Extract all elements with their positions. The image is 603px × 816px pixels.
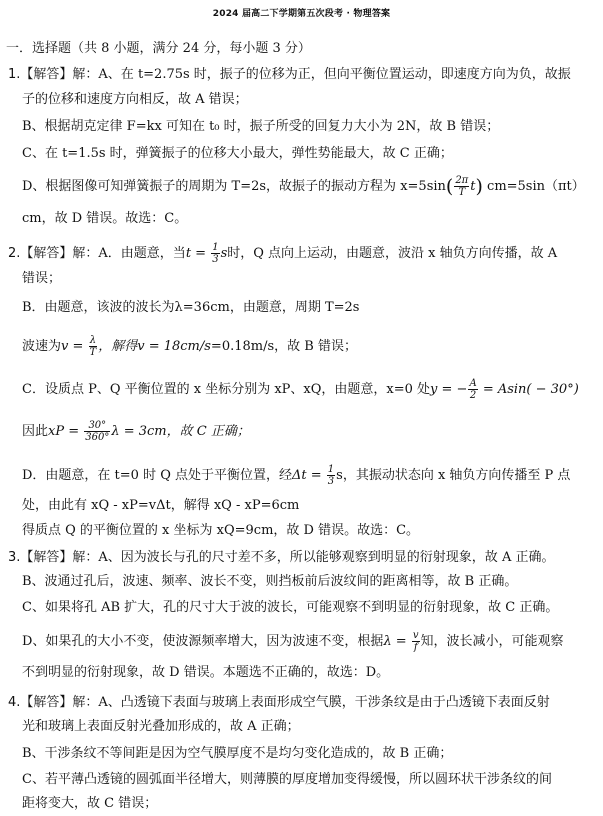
q3-option-b: B、波通过孔后，波速、频率、波长不变，则挡板前后波纹间的距离相等，故 B 正确。: [22, 574, 518, 589]
section-heading: 一．选择题（共 8 小题，满分 24 分，每小题 3 分）: [6, 41, 311, 56]
q4-option-a-cont: 光和玻璃上表面反射光叠加形成的，故 A 正确；: [22, 719, 300, 734]
q4-option-b: B、干涉条纹不等间距是因为空气膜厚度不是均匀变化造成的，故 B 正确；: [22, 746, 453, 761]
fraction-one-third-d: $\frac{1}{3}$: [327, 464, 335, 487]
q2-option-d: D．由题意，在 t=0 时 Q 点处于平衡位置，经Δt = $\frac{1}{3}$ s，其振动状态向 x 轴负方向传播至 P 点: [22, 464, 571, 487]
q1-option-d-end: cm=5sin（πt）: [482, 179, 585, 194]
q3-answer-tag: 【解答】: [20, 550, 73, 565]
q1-option-d-cont: cm，故 D 错误。故选：C。: [22, 211, 188, 226]
q4-option-c-cont: 距将变大，故 C 错误；: [22, 796, 158, 811]
fraction-2pi-over-t: $\frac{2\pi}{T}$: [455, 175, 469, 198]
page-title: 2024 届高二下学期第五次段考 · 物理答案: [212, 9, 391, 19]
q1-line-1: [8, 66, 595, 84]
q2-number: 2.: [8, 246, 21, 261]
q1-number: 1.: [8, 67, 21, 82]
q2-wave-speed: 波速为v = $\frac{\lambda}{T}$ ，解得v = 18cm/s=0.18m/s，故 B 错误；: [22, 335, 357, 358]
fraction-a-over-2: $\frac{A}{2}$: [469, 378, 477, 401]
q1-option-a-cont: 子的位移和速度方向相反，故 A 错误；: [22, 92, 248, 107]
fraction-one-third: $\frac{1}{3}$: [212, 242, 219, 265]
q2-option-c: C．设质点 P、Q 平衡位置的 x 坐标分别为 xP、xQ，由题意，x=0 处y = − $\frac{A}{2}$ = Asin( − 30°): [22, 378, 579, 401]
q2-option-d-cont: 处，由此有 xQ - xP=vΔt，解得 xQ - xP=6cm: [22, 498, 300, 513]
q4-line-1: 4.【解答】解：A、凸透镜下表面与玻璃上表面形成空气膜，干涉条纹是由于凸透镜下表面反射: [8, 695, 550, 710]
fraction-v-over-f: $\frac{v}{f}$: [412, 630, 419, 653]
q4-number: 4.: [8, 695, 21, 710]
fraction-lambda-over-t: $\frac{\lambda}{T}$: [89, 335, 97, 358]
q3-line-1: 3.【解答】解：A、因为波长与孔的尺寸差不多，所以能够观察到明显的衍射现象，故 A 正确。: [8, 550, 555, 565]
q1-option-a-text: 解：A、在 t=2.75s 时，振子的位移为正，但向平衡位置运动，即速度方向为负，故振: [72, 67, 571, 82]
fraction-30-over-360: $\frac{30^\circ}{360^\circ}$: [85, 420, 110, 443]
q3-option-d-cont: 不到明显的衍射现象，故 D 错误。本题选不正确的，故选：D。: [22, 665, 390, 680]
q1-option-b: B、根据胡克定律 F=kx 可知在 t₀ 时，振子所受的回复力大小为 2N，故 B 错误；: [22, 119, 500, 134]
q1-option-d-text: D、根据图像可知弹簧振子的周期为 T=2s，故振子的振动方程为 x=5sin: [22, 179, 446, 194]
q1-option-d: D、根据图像可知弹簧振子的周期为 T=2s，故振子的振动方程为 x=5sin( $\frac{2\pi}{T}$ t) cm=5sin（πt）: [22, 175, 585, 198]
q2-option-b: B．由题意，该波的波长为λ=36cm，由题意，周期 T=2s: [22, 300, 360, 315]
q2-line-1: 2.【解答】解：A．由题意，当t = $\frac{1}{3}$ s时，Q 点向上运动，由题意，波沿 x 轴负方向传播，故 A: [8, 242, 558, 265]
q2-option-d-end: 得质点 Q 的平衡位置的 x 坐标为 xQ=9cm，故 D 错误。故选：C。: [22, 523, 420, 538]
q2-option-a-cont: 错误；: [22, 271, 62, 286]
q4-answer-tag: 【解答】: [20, 695, 73, 710]
q3-option-c: C、如果将孔 AB 扩大，孔的尺寸大于波的波长，可能观察不到明显的衍射现象，故 C 正确。: [22, 600, 559, 615]
q2-answer-tag: 【解答】: [20, 246, 73, 261]
q3-option-d: D、如果孔的大小不变，使波源频率增大，因为波速不变，根据λ = $\frac{v}{f}$ 知，波长减小，可能观察: [22, 630, 564, 653]
q4-option-c: C、若平薄凸透镜的圆弧面半径增大，则薄膜的厚度增加变得缓慢，所以圆环状干涉条纹的间: [22, 772, 552, 787]
q3-number: 3.: [8, 550, 21, 565]
q2-option-c-cont: 因此xP = $\frac{30^\circ}{360^\circ}$ λ = 3cm，故 C 正确；: [22, 420, 250, 443]
q1-option-c: C、在 t=1.5s 时，弹簧振子的位移大小最大，弹性势能最大，故 C 正确；: [22, 146, 453, 161]
q1-answer-tag: 【解答】: [20, 67, 73, 82]
